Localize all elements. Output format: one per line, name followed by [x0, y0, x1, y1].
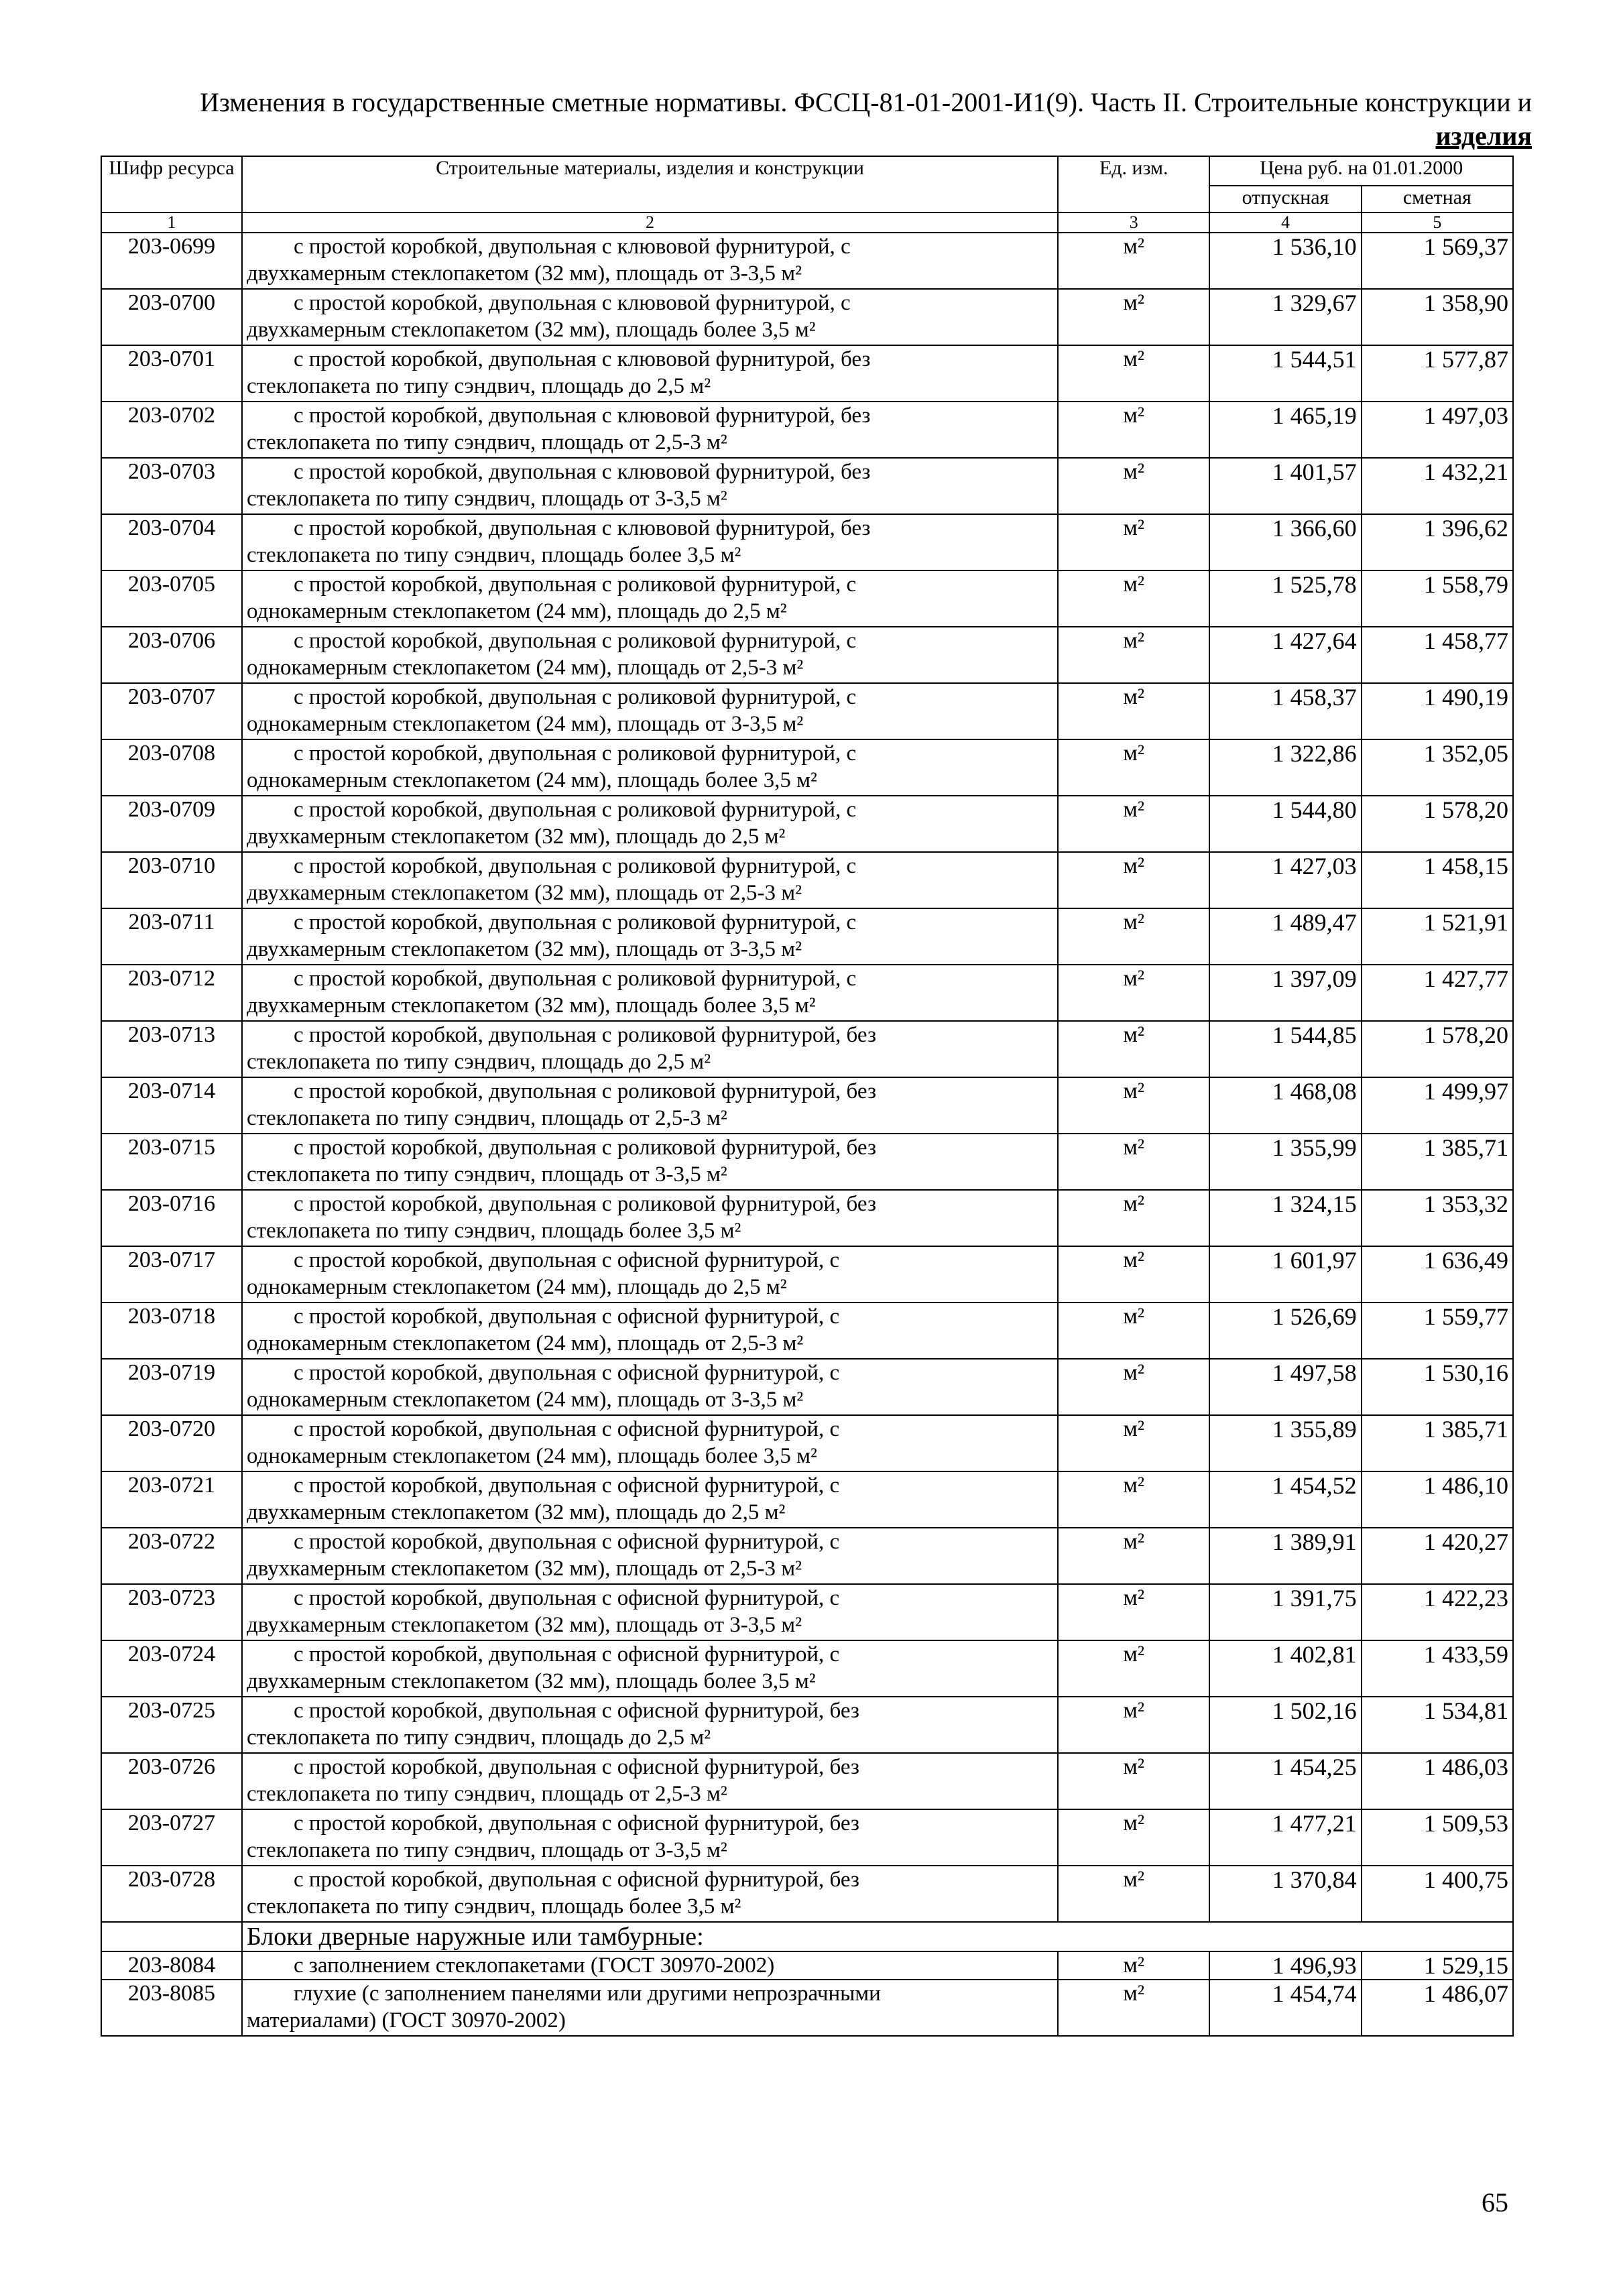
price-release: 1 536,10 — [1209, 233, 1361, 289]
column-number: 2 — [242, 213, 1058, 233]
description-line: двухкамерным стеклопакетом (32 мм), площадь от 2,5-3 м² — [246, 1557, 802, 1581]
description-line: с простой коробкой, двупольная с офисной фурнитурой, с — [293, 1305, 840, 1329]
material-description — [242, 1190, 1058, 1246]
table-row — [101, 852, 1513, 908]
table-row — [101, 1359, 1513, 1415]
unit-of-measure: м² — [1058, 908, 1209, 965]
price-estimate: 1 420,27 — [1362, 1528, 1513, 1584]
price-estimate: 1 509,53 — [1362, 1809, 1513, 1866]
description-line: однокамерным стеклопакетом (24 мм), площадь от 3-3,5 м² — [246, 1388, 804, 1412]
table-row — [101, 1303, 1513, 1359]
description-line: стеклопакета по типу сэндвич, площадь до 2,5 м² — [246, 374, 711, 398]
unit-of-measure: м² — [1058, 1697, 1209, 1753]
price-estimate: 1 578,20 — [1362, 1021, 1513, 1077]
section-row — [101, 1922, 1513, 1951]
price-estimate: 1 499,97 — [1362, 1077, 1513, 1134]
price-estimate: 1 458,77 — [1362, 627, 1513, 683]
unit-of-measure: м² — [1058, 514, 1209, 570]
unit-of-measure: м² — [1058, 1753, 1209, 1809]
table-row — [101, 1528, 1513, 1584]
resource-code: 203-0727 — [101, 1809, 242, 1866]
unit-of-measure: м² — [1058, 627, 1209, 683]
resource-code: 203-0710 — [101, 852, 242, 908]
description-line: с простой коробкой, двупольная с офисной фурнитурой, с — [293, 1248, 840, 1272]
resource-code: 203-0721 — [101, 1471, 242, 1528]
price-release: 1 477,21 — [1209, 1809, 1361, 1866]
price-estimate: 1 530,16 — [1362, 1359, 1513, 1415]
price-release: 1 322,86 — [1209, 739, 1361, 796]
resource-code: 203-8085 — [101, 1980, 242, 2036]
description-line: с простой коробкой, двупольная с роликовой фурнитурой, без — [293, 1192, 876, 1216]
description-line: с простой коробкой, двупольная с клювовой фурнитурой, с — [293, 235, 851, 259]
price-release: 1 324,15 — [1209, 1190, 1361, 1246]
description-line: с простой коробкой, двупольная с офисной фурнитурой, с — [293, 1417, 840, 1441]
page-header — [101, 86, 1532, 153]
header-title: Изменения в государственные сметные нормативы. ФССЦ-81-01-2001-И1(9). Часть II. Строительные конструкции и — [200, 87, 1532, 117]
table-row — [101, 1415, 1513, 1471]
unit-of-measure: м² — [1058, 1471, 1209, 1528]
unit-of-measure: м² — [1058, 1077, 1209, 1134]
material-description — [242, 1753, 1058, 1809]
price-release: 1 401,57 — [1209, 458, 1361, 514]
header-price-release: отпускная — [1209, 186, 1361, 213]
price-release: 1 454,52 — [1209, 1471, 1361, 1528]
material-description — [242, 289, 1058, 345]
header-title-continuation: изделия — [1435, 121, 1532, 151]
unit-of-measure: м² — [1058, 1246, 1209, 1303]
material-description — [242, 739, 1058, 796]
price-release: 1 366,60 — [1209, 514, 1361, 570]
material-description — [242, 1866, 1058, 1922]
unit-of-measure: м² — [1058, 739, 1209, 796]
material-description — [242, 796, 1058, 852]
material-description — [242, 514, 1058, 570]
material-description — [242, 458, 1058, 514]
price-release: 1 465,19 — [1209, 402, 1361, 458]
description-line: с простой коробкой, двупольная с клювовой фурнитурой, с — [293, 291, 851, 315]
description-line: с простой коробкой, двупольная с роликовой фурнитурой, без — [293, 1023, 876, 1047]
table-row — [101, 1640, 1513, 1697]
description-line: с простой коробкой, двупольная с офисной фурнитурой, с — [293, 1530, 840, 1554]
unit-of-measure: м² — [1058, 1951, 1209, 1980]
table-row — [101, 1866, 1513, 1922]
material-description — [242, 683, 1058, 739]
table-row — [101, 1697, 1513, 1753]
resource-code: 203-0700 — [101, 289, 242, 345]
price-estimate: 1 486,07 — [1362, 1980, 1513, 2036]
unit-of-measure: м² — [1058, 233, 1209, 289]
description-line: с простой коробкой, двупольная с роликовой фурнитурой, с — [293, 629, 857, 653]
description-line: глухие (с заполнением панелями или другими непрозрачными — [293, 1982, 881, 2006]
resource-code: 203-0701 — [101, 345, 242, 402]
unit-of-measure: м² — [1058, 1415, 1209, 1471]
resource-code: 203-0715 — [101, 1134, 242, 1190]
price-release: 1 329,67 — [1209, 289, 1361, 345]
table-row — [101, 402, 1513, 458]
price-release: 1 355,89 — [1209, 1415, 1361, 1471]
resource-code: 203-0708 — [101, 739, 242, 796]
description-line: стеклопакета по типу сэндвич, площадь от 3-3,5 м² — [246, 487, 727, 511]
resource-code: 203-0714 — [101, 1077, 242, 1134]
price-estimate: 1 396,62 — [1362, 514, 1513, 570]
table-row — [101, 233, 1513, 289]
price-estimate: 1 534,81 — [1362, 1697, 1513, 1753]
price-release: 1 497,58 — [1209, 1359, 1361, 1415]
unit-of-measure: м² — [1058, 402, 1209, 458]
price-release: 1 402,81 — [1209, 1640, 1361, 1697]
description-line: с простой коробкой, двупольная с офисной фурнитурой, с — [293, 1473, 840, 1498]
table-row — [101, 683, 1513, 739]
material-description — [242, 852, 1058, 908]
material-description — [242, 1021, 1058, 1077]
table-row — [101, 1951, 1513, 1980]
table-row — [101, 1134, 1513, 1190]
table-row — [101, 1246, 1513, 1303]
description-line: с простой коробкой, двупольная с роликовой фурнитурой, с — [293, 967, 857, 991]
material-description — [242, 402, 1058, 458]
price-release: 1 526,69 — [1209, 1303, 1361, 1359]
table-row — [101, 289, 1513, 345]
material-description — [242, 233, 1058, 289]
price-estimate: 1 432,21 — [1362, 458, 1513, 514]
price-release: 1 397,09 — [1209, 965, 1361, 1021]
price-release: 1 544,51 — [1209, 345, 1361, 402]
resource-code: 203-0705 — [101, 570, 242, 627]
material-description — [242, 1809, 1058, 1866]
price-estimate: 1 490,19 — [1362, 683, 1513, 739]
description-line: двухкамерным стеклопакетом (32 мм), площадь более 3,5 м² — [246, 993, 816, 1018]
description-line: двухкамерным стеклопакетом (32 мм), площадь от 3-3,5 м² — [246, 1613, 802, 1637]
material-description — [242, 1359, 1058, 1415]
description-line: с простой коробкой, двупольная с роликовой фурнитурой, с — [293, 910, 857, 934]
price-table — [101, 156, 1514, 2037]
resource-code: 203-0709 — [101, 796, 242, 852]
description-line: однокамерным стеклопакетом (24 мм), площадь до 2,5 м² — [246, 1275, 787, 1299]
price-estimate: 1 521,91 — [1362, 908, 1513, 965]
resource-code: 203-0713 — [101, 1021, 242, 1077]
material-description — [242, 1246, 1058, 1303]
description-line: стеклопакета по типу сэндвич, площадь от 2,5-3 м² — [246, 430, 727, 455]
description-line: стеклопакета по типу сэндвич, площадь более 3,5 м² — [246, 543, 741, 567]
header-resource-code: Шифр ресурса — [101, 156, 242, 213]
description-line: материалами) (ГОСТ 30970-2002) — [246, 2008, 566, 2033]
material-description — [242, 345, 1058, 402]
price-estimate: 1 577,87 — [1362, 345, 1513, 402]
table-row — [101, 514, 1513, 570]
description-line: двухкамерным стеклопакетом (32 мм), площадь до 2,5 м² — [246, 1500, 786, 1524]
description-line: с простой коробкой, двупольная с клювовой фурнитурой, без — [293, 460, 871, 484]
description-line: двухкамерным стеклопакетом (32 мм), площадь от 2,5-3 м² — [246, 881, 802, 905]
price-estimate: 1 497,03 — [1362, 402, 1513, 458]
resource-code: 203-0723 — [101, 1584, 242, 1640]
resource-code: 203-8084 — [101, 1951, 242, 1980]
price-release: 1 427,03 — [1209, 852, 1361, 908]
unit-of-measure: м² — [1058, 1528, 1209, 1584]
description-line: стеклопакета по типу сэндвич, площадь более 3,5 м² — [246, 1894, 741, 1919]
header-price: Цена руб. на 01.01.2000 — [1209, 156, 1513, 186]
resource-code: 203-0712 — [101, 965, 242, 1021]
unit-of-measure: м² — [1058, 965, 1209, 1021]
unit-of-measure: м² — [1058, 852, 1209, 908]
description-line: с простой коробкой, двупольная с роликовой фурнитурой, с — [293, 685, 857, 709]
unit-of-measure: м² — [1058, 1640, 1209, 1697]
price-release: 1 502,16 — [1209, 1697, 1361, 1753]
column-number: 3 — [1058, 213, 1209, 233]
resource-code: 203-0722 — [101, 1528, 242, 1584]
material-description — [242, 965, 1058, 1021]
description-line: с простой коробкой, двупольная с клювовой фурнитурой, без — [293, 516, 871, 540]
price-estimate: 1 385,71 — [1362, 1134, 1513, 1190]
material-description — [242, 627, 1058, 683]
resource-code: 203-0699 — [101, 233, 242, 289]
resource-code: 203-0728 — [101, 1866, 242, 1922]
description-line: с заполнением стеклопакетами (ГОСТ 30970-2002) — [293, 1953, 775, 1978]
table-row — [101, 627, 1513, 683]
resource-code: 203-0702 — [101, 402, 242, 458]
price-estimate: 1 559,77 — [1362, 1303, 1513, 1359]
page-number: 65 — [1482, 2187, 1508, 2218]
resource-code: 203-0720 — [101, 1415, 242, 1471]
unit-of-measure: м² — [1058, 345, 1209, 402]
description-line: с простой коробкой, двупольная с офисной фурнитурой, с — [293, 1642, 840, 1667]
description-line: однокамерным стеклопакетом (24 мм), площадь от 3-3,5 м² — [246, 712, 804, 736]
price-release: 1 389,91 — [1209, 1528, 1361, 1584]
table-row — [101, 908, 1513, 965]
unit-of-measure: м² — [1058, 1359, 1209, 1415]
description-line: с простой коробкой, двупольная с роликовой фурнитурой, с — [293, 572, 857, 597]
price-release: 1 544,80 — [1209, 796, 1361, 852]
description-line: однокамерным стеклопакетом (24 мм), площадь от 2,5-3 м² — [246, 656, 804, 680]
header-materials: Строительные материалы, изделия и конструкции — [242, 156, 1058, 213]
price-release: 1 454,74 — [1209, 1980, 1361, 2036]
description-line: с простой коробкой, двупольная с роликовой фурнитурой, с — [293, 741, 857, 766]
description-line: с простой коробкой, двупольная с офисной фурнитурой, без — [293, 1699, 859, 1723]
price-estimate: 1 385,71 — [1362, 1415, 1513, 1471]
price-release: 1 489,47 — [1209, 908, 1361, 965]
description-line: с простой коробкой, двупольная с роликовой фурнитурой, с — [293, 798, 857, 822]
material-description — [242, 1640, 1058, 1697]
unit-of-measure: м² — [1058, 1584, 1209, 1640]
unit-of-measure: м² — [1058, 1980, 1209, 2036]
description-line: стеклопакета по типу сэндвич, площадь более 3,5 м² — [246, 1219, 741, 1243]
price-release: 1 458,37 — [1209, 683, 1361, 739]
material-description — [242, 1528, 1058, 1584]
description-line: с простой коробкой, двупольная с офисной фурнитурой, с — [293, 1586, 840, 1610]
table-row — [101, 1584, 1513, 1640]
table-row — [101, 1753, 1513, 1809]
resource-code: 203-0718 — [101, 1303, 242, 1359]
material-description — [242, 1303, 1058, 1359]
table-row — [101, 1471, 1513, 1528]
table-row — [101, 1077, 1513, 1134]
table-row — [101, 1980, 1513, 2036]
price-estimate: 1 578,20 — [1362, 796, 1513, 852]
description-line: стеклопакета по типу сэндвич, площадь до 2,5 м² — [246, 1726, 711, 1750]
unit-of-measure: м² — [1058, 289, 1209, 345]
section-title: Блоки дверные наружные или тамбурные: — [242, 1922, 1513, 1951]
unit-of-measure: м² — [1058, 1809, 1209, 1866]
price-estimate: 1 486,03 — [1362, 1753, 1513, 1809]
column-number: 1 — [101, 213, 242, 233]
unit-of-measure: м² — [1058, 683, 1209, 739]
table-row — [101, 739, 1513, 796]
table-row — [101, 458, 1513, 514]
description-line: двухкамерным стеклопакетом (32 мм), площадь более 3,5 м² — [246, 1669, 816, 1693]
price-estimate: 1 529,15 — [1362, 1951, 1513, 1980]
header-unit: Ед. изм. — [1058, 156, 1209, 213]
price-estimate: 1 486,10 — [1362, 1471, 1513, 1528]
unit-of-measure: м² — [1058, 458, 1209, 514]
price-release: 1 601,97 — [1209, 1246, 1361, 1303]
description-line: с простой коробкой, двупольная с роликовой фурнитурой, без — [293, 1079, 876, 1103]
price-release: 1 544,85 — [1209, 1021, 1361, 1077]
description-line: стеклопакета по типу сэндвич, площадь от 2,5-3 м² — [246, 1106, 727, 1130]
description-line: с простой коробкой, двупольная с офисной фурнитурой, без — [293, 1755, 859, 1779]
column-number: 5 — [1362, 213, 1513, 233]
price-estimate: 1 636,49 — [1362, 1246, 1513, 1303]
description-line: стеклопакета по типу сэндвич, площадь до 2,5 м² — [246, 1050, 711, 1074]
price-release: 1 525,78 — [1209, 570, 1361, 627]
resource-code: 203-0726 — [101, 1753, 242, 1809]
unit-of-measure: м² — [1058, 1866, 1209, 1922]
material-description — [242, 1980, 1058, 2036]
table-row — [101, 796, 1513, 852]
resource-code: 203-0719 — [101, 1359, 242, 1415]
price-estimate: 1 427,77 — [1362, 965, 1513, 1021]
price-estimate: 1 400,75 — [1362, 1866, 1513, 1922]
price-release: 1 427,64 — [1209, 627, 1361, 683]
price-release: 1 391,75 — [1209, 1584, 1361, 1640]
description-line: стеклопакета по типу сэндвич, площадь от 3-3,5 м² — [246, 1162, 727, 1187]
resource-code: 203-0707 — [101, 683, 242, 739]
price-release: 1 496,93 — [1209, 1951, 1361, 1980]
unit-of-measure: м² — [1058, 1190, 1209, 1246]
price-estimate: 1 422,23 — [1362, 1584, 1513, 1640]
description-line: стеклопакета по типу сэндвич, площадь от 3-3,5 м² — [246, 1838, 727, 1862]
description-line: стеклопакета по типу сэндвич, площадь от 2,5-3 м² — [246, 1782, 727, 1806]
description-line: с простой коробкой, двупольная с клювовой фурнитурой, без — [293, 404, 871, 428]
price-release: 1 355,99 — [1209, 1134, 1361, 1190]
resource-code: 203-0711 — [101, 908, 242, 965]
price-estimate: 1 558,79 — [1362, 570, 1513, 627]
material-description — [242, 1471, 1058, 1528]
description-line: однокамерным стеклопакетом (24 мм), площадь более 3,5 м² — [246, 1444, 817, 1468]
description-line: двухкамерным стеклопакетом (32 мм), площадь более 3,5 м² — [246, 318, 816, 342]
unit-of-measure: м² — [1058, 1021, 1209, 1077]
material-description — [242, 1584, 1058, 1640]
material-description — [242, 1415, 1058, 1471]
resource-code: 203-0704 — [101, 514, 242, 570]
resource-code: 203-0716 — [101, 1190, 242, 1246]
description-line: с простой коробкой, двупольная с клювовой фурнитурой, без — [293, 347, 871, 371]
price-release: 1 370,84 — [1209, 1866, 1361, 1922]
unit-of-measure: м² — [1058, 1303, 1209, 1359]
price-estimate: 1 353,32 — [1362, 1190, 1513, 1246]
description-line: с простой коробкой, двупольная с офисной фурнитурой, без — [293, 1868, 859, 1892]
material-description — [242, 1697, 1058, 1753]
description-line: двухкамерным стеклопакетом (32 мм), площадь от 3-3,5 м² — [246, 261, 802, 286]
description-line: двухкамерным стеклопакетом (32 мм), площадь от 3-3,5 м² — [246, 937, 802, 961]
header-price-estimate: сметная — [1362, 186, 1513, 213]
price-estimate: 1 358,90 — [1362, 289, 1513, 345]
column-number: 4 — [1209, 213, 1361, 233]
table-row — [101, 570, 1513, 627]
price-release: 1 454,25 — [1209, 1753, 1361, 1809]
table-row — [101, 1190, 1513, 1246]
description-line: однокамерным стеклопакетом (24 мм), площадь от 2,5-3 м² — [246, 1331, 804, 1355]
material-description — [242, 1951, 1058, 1980]
price-estimate: 1 458,15 — [1362, 852, 1513, 908]
resource-code: 203-0725 — [101, 1697, 242, 1753]
material-description — [242, 908, 1058, 965]
price-release: 1 468,08 — [1209, 1077, 1361, 1134]
description-line: с простой коробкой, двупольная с роликовой фурнитурой, без — [293, 1136, 876, 1160]
description-line: однокамерным стеклопакетом (24 мм), площадь более 3,5 м² — [246, 768, 817, 792]
description-line: с простой коробкой, двупольная с роликовой фурнитурой, с — [293, 854, 857, 878]
price-estimate: 1 433,59 — [1362, 1640, 1513, 1697]
description-line: однокамерным стеклопакетом (24 мм), площадь до 2,5 м² — [246, 599, 787, 623]
unit-of-measure: м² — [1058, 796, 1209, 852]
resource-code: 203-0703 — [101, 458, 242, 514]
price-estimate: 1 569,37 — [1362, 233, 1513, 289]
material-description — [242, 570, 1058, 627]
resource-code: 203-0717 — [101, 1246, 242, 1303]
material-description — [242, 1077, 1058, 1134]
resource-code: 203-0706 — [101, 627, 242, 683]
table-row — [101, 1809, 1513, 1866]
description-line: с простой коробкой, двупольная с офисной фурнитурой, без — [293, 1811, 859, 1835]
material-description — [242, 1134, 1058, 1190]
table-row — [101, 345, 1513, 402]
table-row — [101, 1021, 1513, 1077]
unit-of-measure: м² — [1058, 1134, 1209, 1190]
unit-of-measure: м² — [1058, 570, 1209, 627]
resource-code: 203-0724 — [101, 1640, 242, 1697]
description-line: двухкамерным стеклопакетом (32 мм), площадь до 2,5 м² — [246, 825, 786, 849]
table-row — [101, 965, 1513, 1021]
description-line: с простой коробкой, двупольная с офисной фурнитурой, с — [293, 1361, 840, 1385]
price-estimate: 1 352,05 — [1362, 739, 1513, 796]
